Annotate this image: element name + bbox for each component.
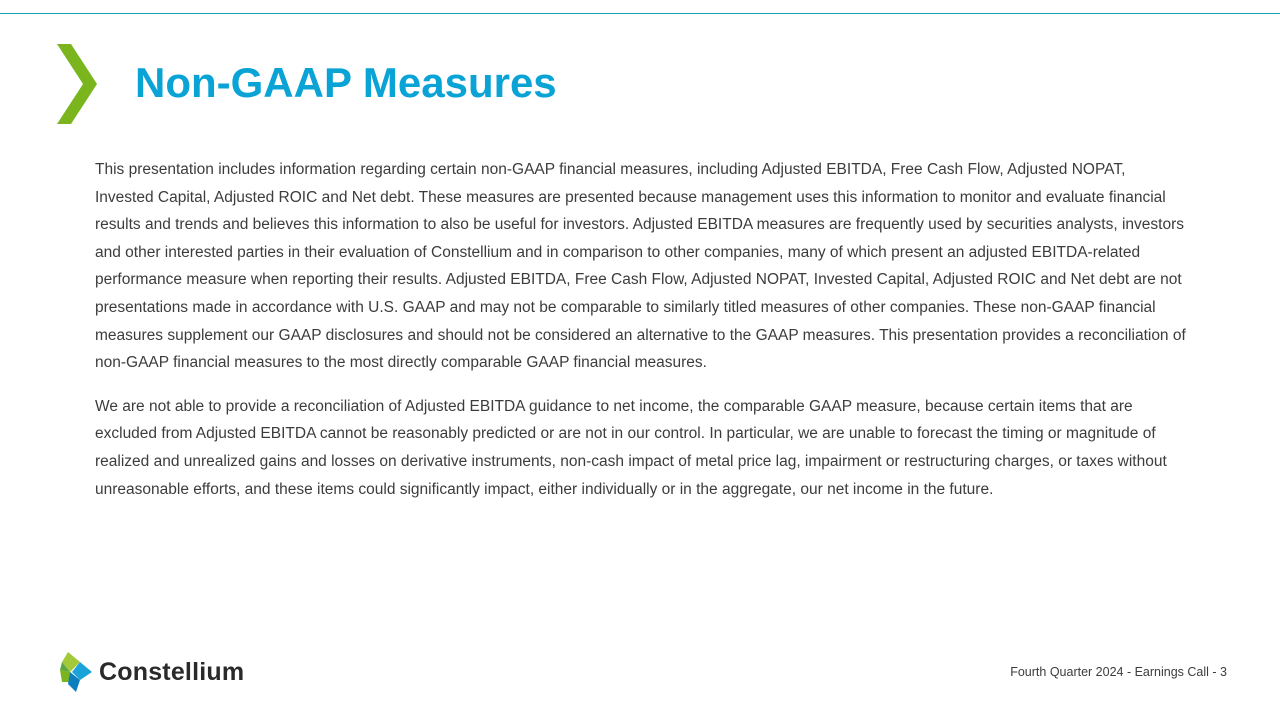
body-text [95, 156, 1187, 519]
paragraph-non-gaap-intro: This presentation includes information regarding certain non-GAAP financial measures, including Adjusted EBITDA, Free Cash Flow, Adjusted NOPAT, Invested Capital, Adjusted ROIC and Net debt. These measures are presented because management uses this information to monitor and evaluate financial results and trends and believes this information to also be useful for investors. Adjusted EBITDA measures are frequently used by securities analysts, investors and other interested parties in their evaluation of Constellium and in comparison to other companies, many of which present an adjusted EBITDA-related performance measure when reporting their results. Adjusted EBITDA, Free Cash Flow, Adjusted NOPAT, Invested Capital, Adjusted ROIC and Net debt are not presentations made in accordance with U.S. GAAP and may not be comparable to similarly titled measures of other companies. These non-GAAP financial measures supplement our GAAP disclosures and should not be considered an alternative to the GAAP measures. This presentation provides a reconciliation of non-GAAP financial measures to the most directly comparable GAAP financial measures. [95, 161, 1186, 372]
logo-wordmark: Constellium [99, 658, 245, 686]
top-divider [0, 13, 1280, 14]
footer-slide-info: Fourth Quarter 2024 - Earnings Call - 3 [1010, 665, 1227, 679]
page-title: Non-GAAP Measures [135, 59, 557, 106]
paragraph-reconciliation-note: We are not able to provide a reconciliation of Adjusted EBITDA guidance to net income, the comparable GAAP measure, because certain items that are excluded from Adjusted EBITDA cannot be reasonably predicted or are not in our control. In particular, we are unable to forecast the timing or magnitude of realized and unrealized gains and losses on derivative instruments, non-cash impact of metal price lag, impairment or restructuring charges, or taxes without unreasonable efforts, and these items could significantly impact, either individually or in the aggregate, our net income in the future. [95, 397, 1167, 498]
constellium-logo-icon [58, 652, 94, 692]
company-logo [58, 651, 244, 693]
chevron-right-icon [55, 44, 99, 124]
